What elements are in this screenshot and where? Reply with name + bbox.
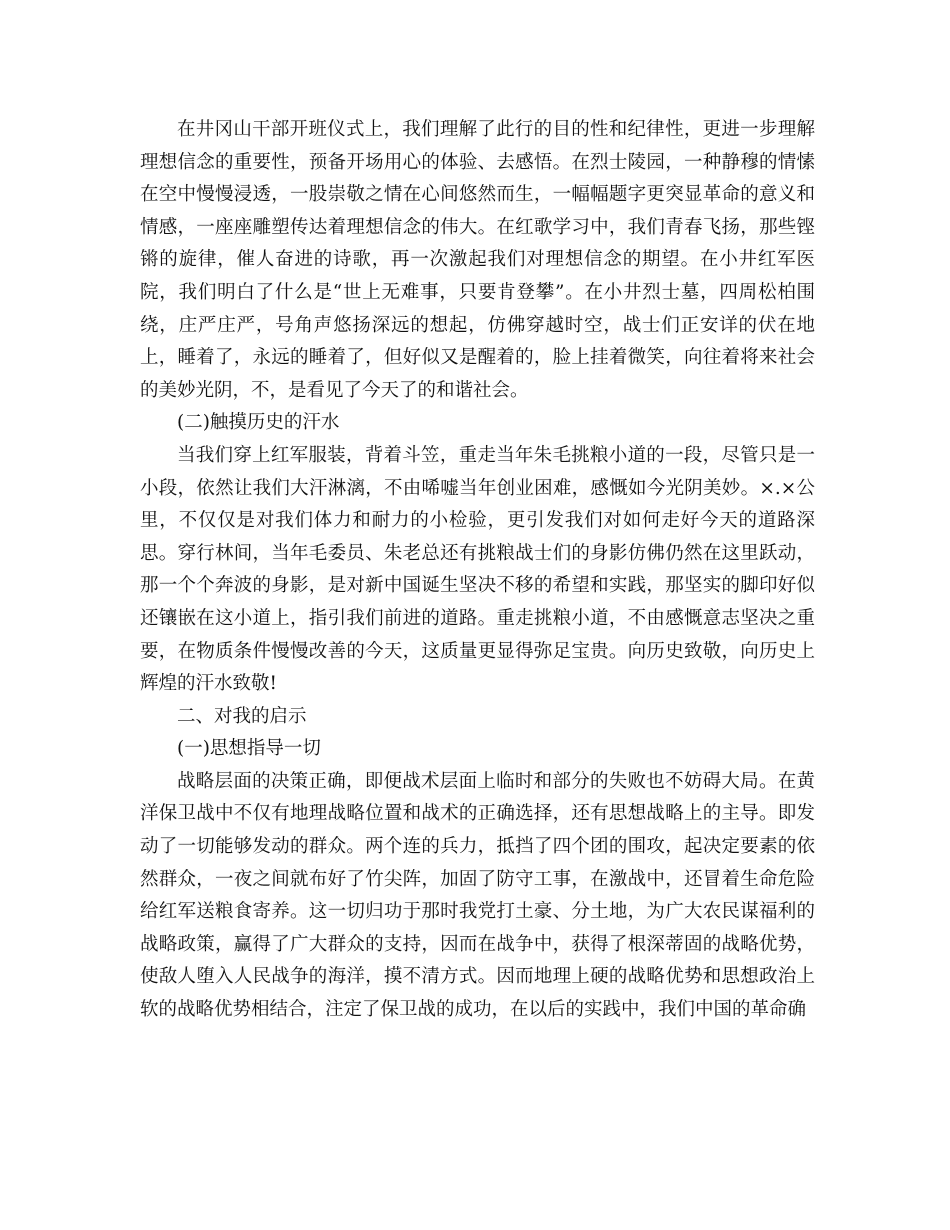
- section-heading-thought-guides: (一)思想指导一切: [177, 738, 321, 760]
- paragraph-memorial-visit: 在井冈山干部开班仪式上，我们理解了此行的目的性和纪律性，更进一步理解理想信念的重要性，预备开场用心的体验、去感悟。在烈士陵园，一种静穆的情愫在空中慢慢浸透，一股崇敬之情在心间悠然而生，一幅幅题字更突显革命的意义和情感，一座座雕塑传达着理想信念的伟大。在红歌学习中，我们青春飞扬，那些铿锵的旋律，催人奋进的诗歌，再一次激起我们对理想信念的期望。在小井红军医院，我们明白了什么是“世上无难事，只要肯登攀”。在小井烈士墓，四周松柏围绕，庄严庄严，号角声悠扬深远的想起，仿佛穿越时空，战士们正安详的伏在地上，睡着了，永远的睡着了，但好似又是醒着的，脸上挂着微笑，向往着将来社会的美妙光阴，不，是看见了今天了的和谐社会。: [140, 119, 815, 401]
- document-page: [140, 114, 815, 1027]
- paragraph-grain-path: 当我们穿上红军服装，背着斗笠，重走当年朱毛挑粮小道的一段，尽管只是一小段，依然让我们大汗淋漓，不由唏嘘当年创业困难，感慨如今光阴美妙。×.×公里，不仅仅是对我们体力和耐力的小检验，更引发我们对如何走好今天的道路深思。穿行林间，当年毛委员、朱老总还有挑粮战士们的身影仿佛仍然在这里跃动，那一个个奔波的身影，是对新中国诞生坚决不移的希望和实践，那坚实的脚印好似还镶嵌在这小道上，指引我们前进的道路。重走挑粮小道，不由感慨意志坚决之重要，在物质条件慢慢改善的今天，这质量更显得弥足宝贵。向历史致敬，向历史上辉煌的汗水致敬!: [140, 444, 815, 695]
- section-heading-inspiration: 二、对我的启示: [177, 705, 307, 727]
- section-heading-history-sweat: (二)触摸历史的汗水: [177, 412, 340, 434]
- paragraph-strategy: 战略层面的决策正确，即便战术层面上临时和部分的失败也不妨碍大局。在黄洋保卫战中不仅有地理战略位置和战术的正确选择，还有思想战略上的主导。即发动了一切能够发动的群众。两个连的兵力，抵挡了四个团的围攻，起决定要素的依然群众，一夜之间就布好了竹尖阵，加固了防守工事，在激战中，还冒着生命危险给红军送粮食寄养。这一切归功于那时我党打土豪、分土地，为广大农民谋福利的战略政策，赢得了广大群众的支持，因而在战争中，获得了根深蒂固的战略优势，使敌人堕入人民战争的海洋，摸不清方式。因而地理上硬的战略优势和思想政治上软的战略优势相结合，注定了保卫战的成功，在以后的实践中，我们中国的革命确: [140, 770, 815, 1021]
